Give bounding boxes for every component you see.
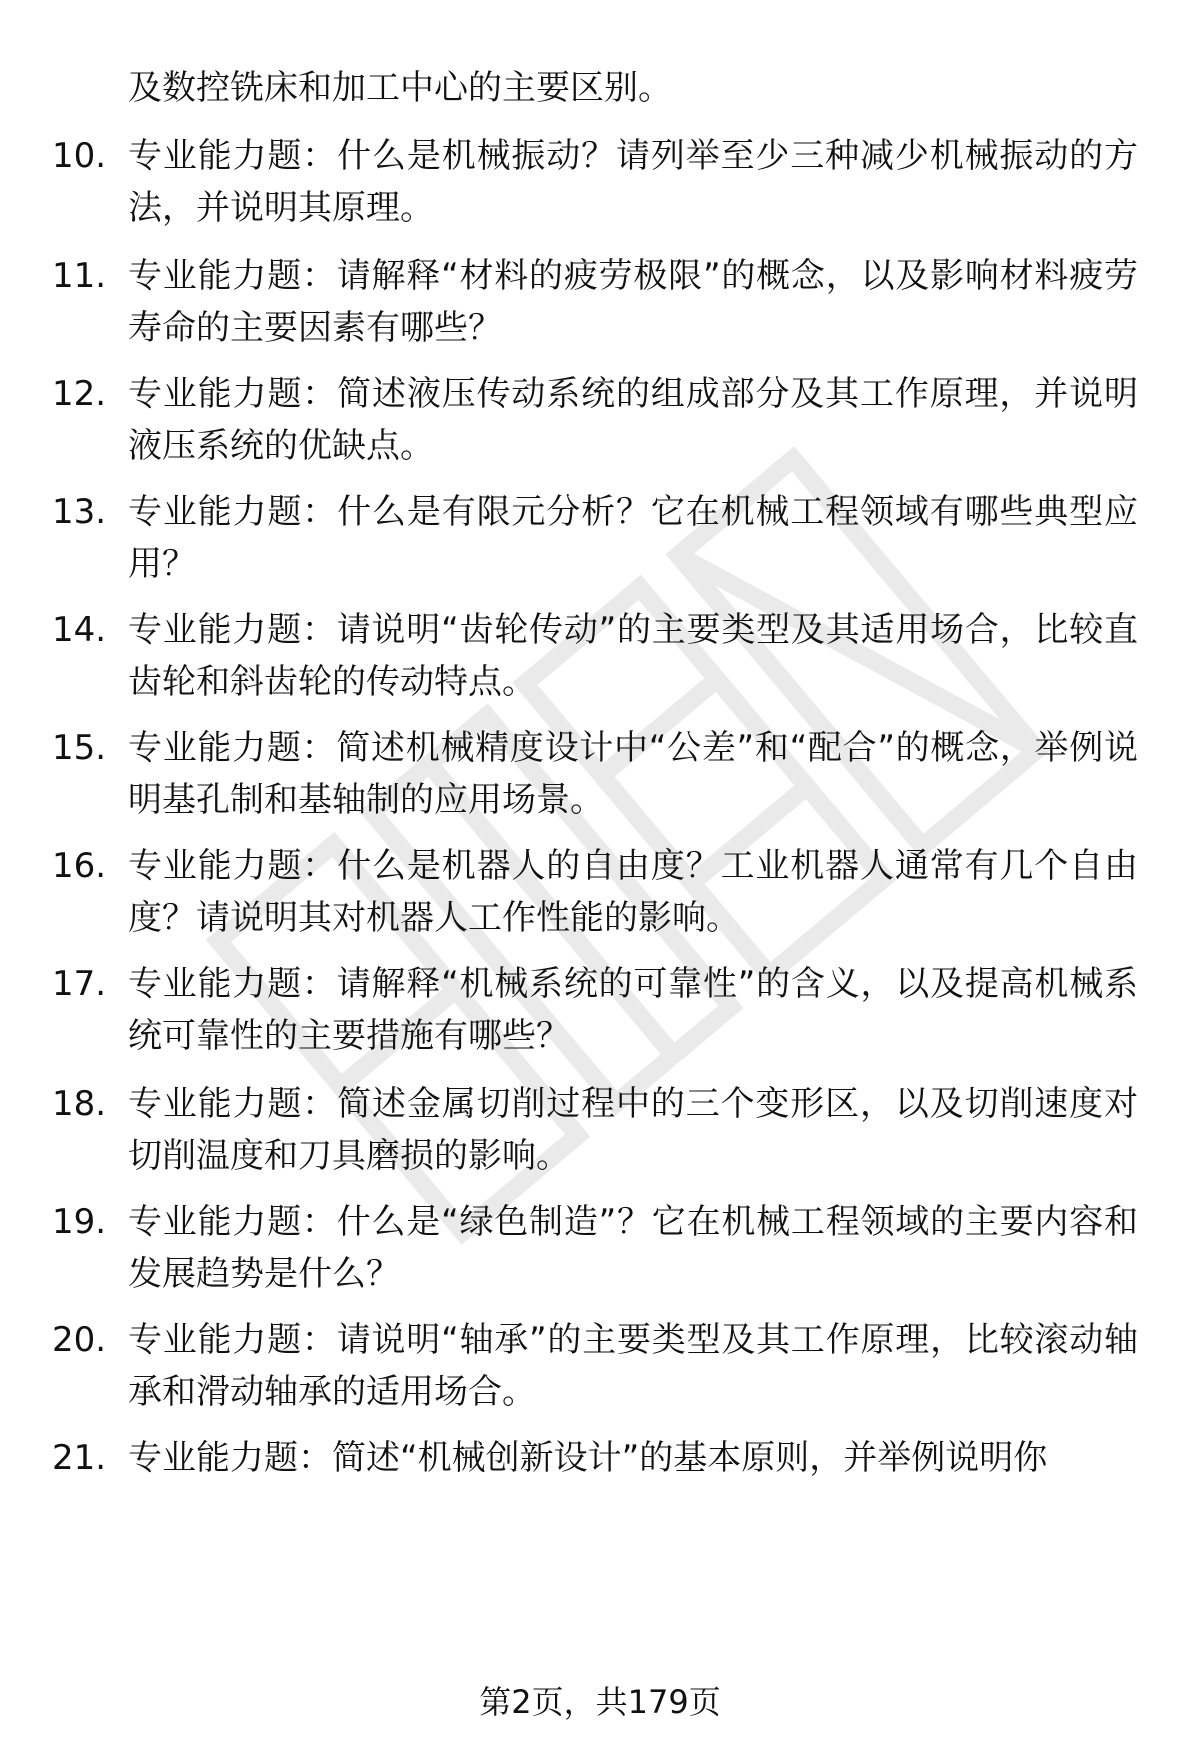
continuation-text: 及数控铣床和加工中心的主要区别。 xyxy=(128,68,672,108)
question-text: 专业能力题：简述机械精度设计中“公差”和“配合”的概念，举例说明基孔制和基轴制的应用场景。 xyxy=(128,728,1138,820)
question-number: 10. xyxy=(52,136,107,176)
question-text: 专业能力题：什么是机器人的自由度？工业机器人通常有几个自由度？请说明其对机器人工作性能的影响。 xyxy=(128,846,1138,938)
question-text: 专业能力题：请说明“齿轮传动”的主要类型及其适用场合，比较直齿轮和斜齿轮的传动特点。 xyxy=(128,610,1138,702)
page-footer: 第2页，共179页 xyxy=(479,1683,721,1721)
question-text: 专业能力题：什么是“绿色制造”？它在机械工程领域的主要内容和发展趋势是什么？ xyxy=(128,1202,1138,1294)
question-number: 20. xyxy=(52,1320,107,1360)
question-number: 16. xyxy=(52,846,107,886)
question-number: 14. xyxy=(52,610,107,650)
question-text: 专业能力题：什么是有限元分析？它在机械工程领域有哪些典型应用？ xyxy=(128,492,1138,584)
question-text: 专业能力题：简述液压传动系统的组成部分及其工作原理，并说明液压系统的优缺点。 xyxy=(128,374,1138,466)
question-number: 13. xyxy=(52,492,107,532)
question-number: 19. xyxy=(52,1202,107,1242)
question-number: 11. xyxy=(52,256,107,296)
question-text: 专业能力题：请解释“机械系统的可靠性”的含义，以及提高机械系统可靠性的主要措施有哪些？ xyxy=(128,964,1138,1056)
question-number: 21. xyxy=(52,1438,107,1478)
question-text: 专业能力题：什么是机械振动？请列举至少三种减少机械振动的方法，并说明其原理。 xyxy=(128,136,1138,228)
question-number: 12. xyxy=(52,374,107,414)
question-text: 专业能力题：简述“机械创新设计”的基本原则，并举例说明你 xyxy=(128,1438,1048,1478)
question-text: 专业能力题：简述金属切削过程中的三个变形区，以及切削速度对切削温度和刀具磨损的影响。 xyxy=(128,1084,1138,1176)
question-text: 专业能力题：请说明“轴承”的主要类型及其工作原理，比较滚动轴承和滑动轴承的适用场合。 xyxy=(128,1320,1138,1412)
question-number: 18. xyxy=(52,1084,107,1124)
question-number: 15. xyxy=(52,728,107,768)
question-text: 专业能力题：请解释“材料的疲劳极限”的概念，以及影响材料疲劳寿命的主要因素有哪些？ xyxy=(128,256,1138,348)
question-number: 17. xyxy=(52,964,107,1004)
